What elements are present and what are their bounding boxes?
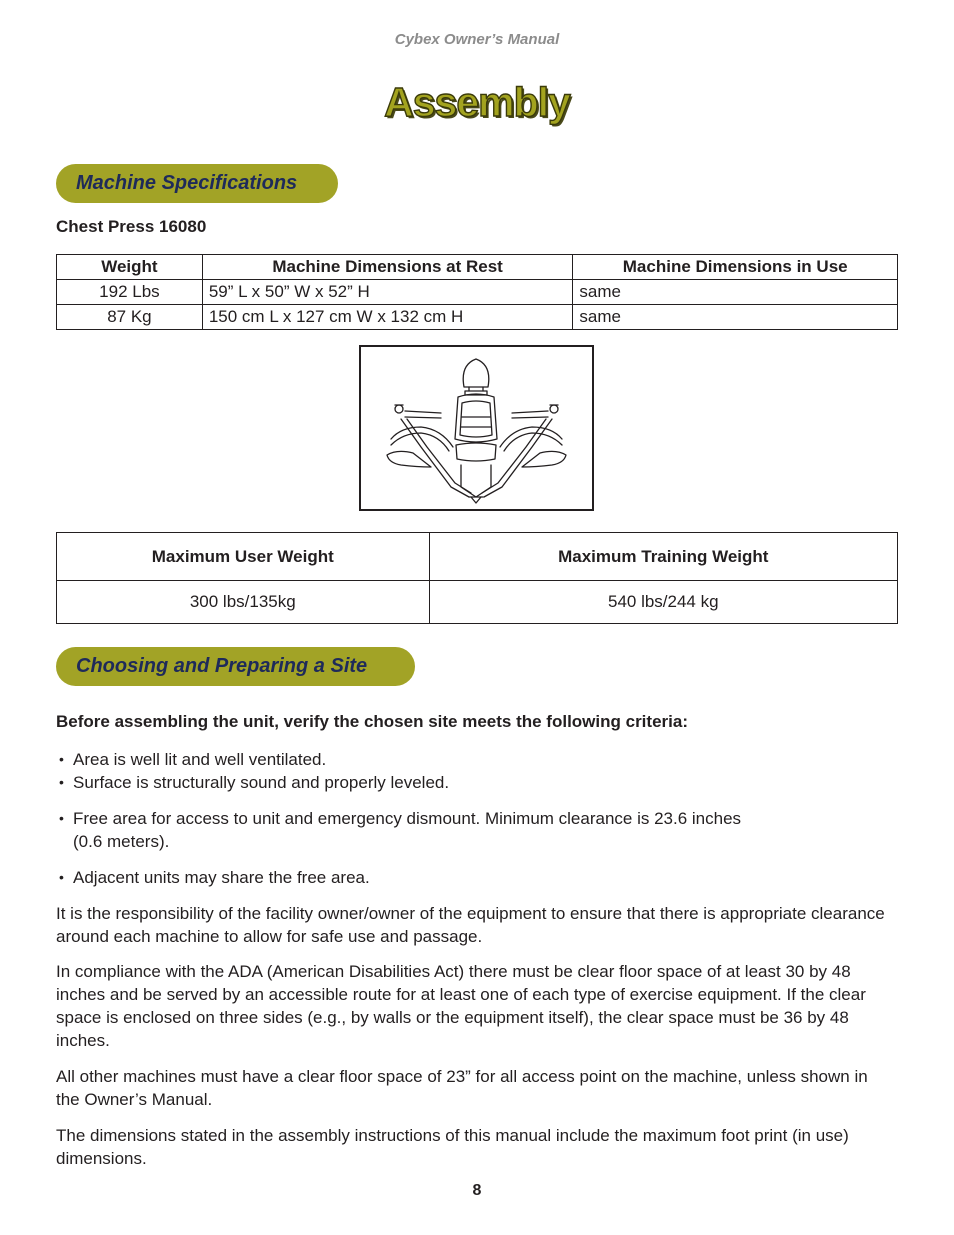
max-user-weight-value: 300 lbs/135kg	[57, 581, 430, 624]
table-row	[57, 280, 898, 305]
max-training-weight-value: 540 lbs/244 kg	[429, 581, 897, 624]
weight-limits-table	[56, 532, 898, 624]
section-heading-machine-specifications: Machine Specifications	[56, 164, 338, 203]
model-name: Chest Press 16080	[56, 217, 207, 236]
list-item: • Free area for access to unit and emergency dismount. Minimum clearance is 23.6 inches (0.6 meters).	[59, 809, 742, 851]
table-cell: same	[573, 305, 898, 330]
criteria-list-group-1	[56, 748, 449, 794]
table-header-row	[57, 255, 898, 280]
table-header-row	[57, 533, 898, 581]
list-item: • Adjacent units may share the free area.	[59, 868, 370, 887]
table-cell: 59” L x 50” W x 52” H	[202, 280, 573, 305]
bullet-icon: •	[59, 751, 64, 767]
section-heading-choosing-site: Choosing and Preparing a Site	[56, 647, 415, 686]
paragraph-dimensions-note: The dimensions stated in the assembly instructions of this manual include the maximum foot print (in use) dimensions.	[56, 1126, 849, 1168]
paragraph-ada-compliance: In compliance with the ADA (American Disabilities Act) there must be clear floor space of at least 30 by 48 inches and be served by an accessible route for at least one of each type of exercise equipment. If the clear space is enclosed on three sides (e.g., by walls or the equipment itself), the clear space must be 36 by 48 inches.	[56, 962, 866, 1050]
site-criteria-intro: Before assembling the unit, verify the chosen site meets the following criteria:	[56, 712, 688, 731]
list-item: • Surface is structurally sound and properly leveled.	[59, 773, 450, 792]
table-row	[57, 581, 898, 624]
column-header-max-user-weight: Maximum User Weight	[57, 533, 430, 581]
paragraph-clear-floor-space: All other machines must have a clear floor space of 23” for all access point on the machine, unless shown in the Owner’s Manual.	[56, 1067, 868, 1109]
column-header-dimensions-at-rest: Machine Dimensions at Rest	[202, 255, 573, 280]
page-title: Assembly	[384, 79, 570, 125]
column-header-max-training-weight: Maximum Training Weight	[429, 533, 897, 581]
page-number: 8	[472, 1182, 482, 1199]
machine-specifications-table	[56, 254, 898, 330]
criteria-list-group-3	[56, 866, 370, 889]
list-item: • Area is well lit and well ventilated.	[59, 750, 327, 769]
table-cell: 192 Lbs	[57, 280, 203, 305]
column-header-dimensions-in-use: Machine Dimensions in Use	[573, 255, 898, 280]
table-cell: 87 Kg	[57, 305, 203, 330]
criteria-list-group-2	[56, 807, 741, 853]
chest-press-line-drawing	[361, 347, 592, 509]
manual-header-title: Cybex Owner’s Manual	[394, 31, 560, 48]
table-row	[57, 305, 898, 330]
chest-press-illustration	[359, 345, 594, 511]
paragraph-responsibility: It is the responsibility of the facility owner/owner of the equipment to ensure that there is appropriate clearance around each machine to allow for safe use and passage.	[56, 904, 885, 946]
column-header-weight: Weight	[57, 255, 203, 280]
bullet-icon: •	[59, 869, 64, 885]
table-cell: 150 cm L x 127 cm W x 132 cm H	[202, 305, 573, 330]
table-cell: same	[573, 280, 898, 305]
bullet-icon: •	[59, 810, 64, 826]
bullet-icon: •	[59, 774, 64, 790]
